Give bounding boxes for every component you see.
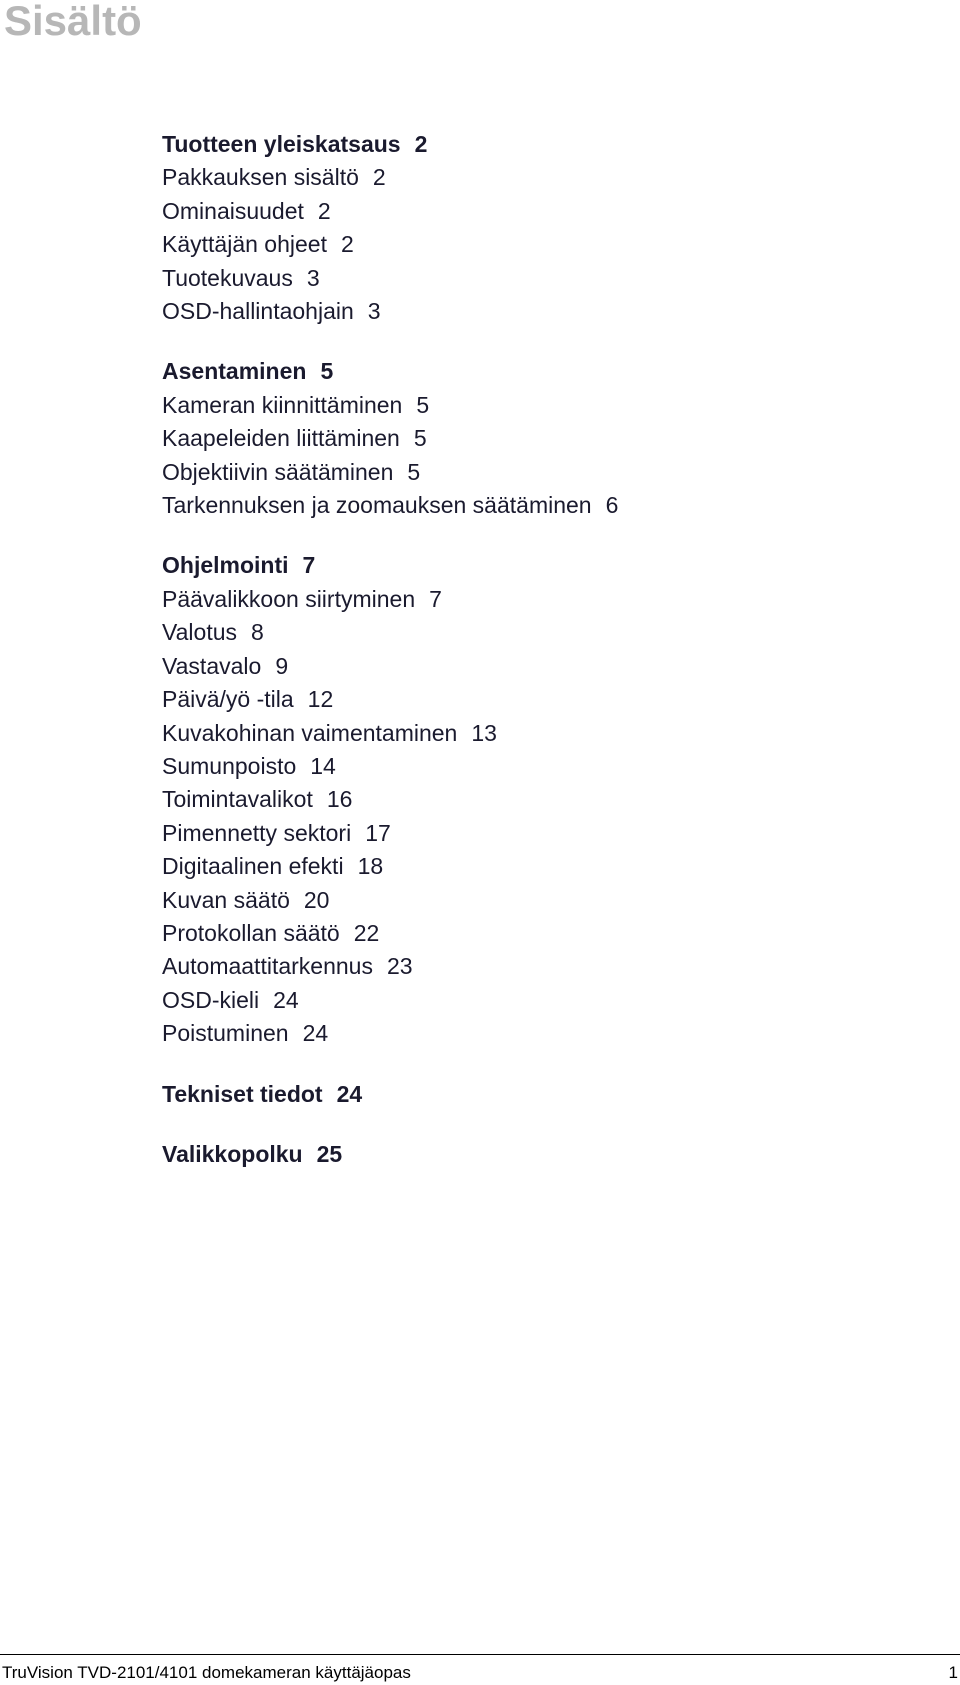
toc-section-overview <box>162 128 922 328</box>
toc-page-number: 14 <box>310 752 336 779</box>
toc-item[interactable] <box>162 783 922 816</box>
toc-item[interactable] <box>162 389 922 422</box>
toc-page-number: 3 <box>367 298 381 325</box>
toc-page-number: 2 <box>340 231 354 258</box>
toc-label: Objektiivin säätäminen <box>162 458 394 485</box>
toc-item[interactable] <box>162 422 922 455</box>
toc-label: Digitaalinen efekti <box>162 853 344 880</box>
toc-item[interactable] <box>162 950 922 983</box>
toc-label: Poistuminen <box>162 1020 289 1047</box>
toc-page-number: 7 <box>302 552 316 579</box>
table-of-contents <box>162 128 922 1198</box>
toc-item[interactable] <box>162 717 922 750</box>
toc-item[interactable] <box>162 583 922 616</box>
toc-label: Tuotekuvaus <box>162 264 293 291</box>
toc-item[interactable] <box>162 984 922 1017</box>
toc-page-number: 18 <box>357 853 384 880</box>
toc-label: Vastavalo <box>162 652 262 679</box>
toc-page-number: 2 <box>317 197 331 224</box>
page-footer <box>0 1654 960 1685</box>
toc-label: OSD-hallintaohjain <box>162 298 354 325</box>
toc-label: OSD-kieli <box>162 986 260 1013</box>
toc-item[interactable] <box>162 683 922 716</box>
toc-label: Päävalikkoon siirtyminen <box>162 585 416 612</box>
toc-label: Tarkennuksen ja zoomauksen säätäminen <box>162 492 592 519</box>
toc-item[interactable] <box>162 456 922 489</box>
toc-label: Pakkauksen sisältö <box>162 164 359 191</box>
toc-heading[interactable] <box>162 128 922 161</box>
toc-page-number: 5 <box>320 358 334 385</box>
toc-page-number: 23 <box>386 953 413 980</box>
toc-label: Kaapeleiden liittäminen <box>162 425 400 452</box>
toc-item[interactable] <box>162 489 922 522</box>
toc-heading[interactable] <box>162 1138 922 1171</box>
toc-label: Valotus <box>162 619 238 646</box>
toc-page-number: 20 <box>303 886 330 913</box>
toc-label: Kuvan säätö <box>162 886 290 913</box>
toc-page-number: 12 <box>307 686 334 713</box>
toc-page-number: 7 <box>429 585 442 612</box>
toc-label: Ohjelmointi <box>162 552 289 579</box>
toc-item[interactable] <box>162 817 922 850</box>
toc-page-number: 16 <box>326 786 353 813</box>
toc-item[interactable] <box>162 616 922 649</box>
toc-label: Protokollan säätö <box>162 919 340 946</box>
toc-page-number: 2 <box>414 131 428 157</box>
toc-heading[interactable] <box>162 355 922 388</box>
footer-document-title: TruVision TVD-2101/4101 domekameran käyttäjäopas <box>2 1663 411 1682</box>
toc-item[interactable] <box>162 161 922 194</box>
page-title: Sisältö <box>4 0 142 44</box>
toc-item[interactable] <box>162 195 922 228</box>
toc-page-number: 5 <box>407 458 421 485</box>
toc-item[interactable] <box>162 1017 922 1050</box>
toc-section-menu-path <box>162 1138 922 1171</box>
toc-label: Valikkopolku <box>162 1140 303 1167</box>
toc-page-number: 5 <box>413 425 427 452</box>
toc-label: Pimennetty sektori <box>162 819 352 846</box>
toc-page-number: 17 <box>365 819 391 846</box>
toc-label: Tekniset tiedot <box>162 1080 323 1107</box>
toc-page-number: 25 <box>316 1140 343 1167</box>
toc-page-number: 24 <box>273 986 299 1013</box>
toc-page-number: 24 <box>302 1020 329 1047</box>
toc-label: Sumunpoisto <box>162 752 297 779</box>
toc-page-number: 9 <box>275 652 289 679</box>
toc-label: Kuvakohinan vaimentaminen <box>162 719 458 746</box>
toc-label: Tuotteen yleiskatsaus <box>162 131 401 157</box>
toc-label: Käyttäjän ohjeet <box>162 231 327 258</box>
toc-heading[interactable] <box>162 1078 922 1111</box>
toc-page-number: 3 <box>306 264 320 291</box>
toc-label: Kameran kiinnittäminen <box>162 391 403 418</box>
toc-item[interactable] <box>162 884 922 917</box>
toc-label: Asentaminen <box>162 358 307 385</box>
toc-section-specifications <box>162 1078 922 1111</box>
toc-page-number: 6 <box>605 492 619 519</box>
toc-page-number: 24 <box>336 1080 363 1107</box>
toc-page-number: 2 <box>372 164 386 191</box>
toc-page-number: 22 <box>353 919 380 946</box>
toc-item[interactable] <box>162 650 922 683</box>
toc-item[interactable] <box>162 295 922 328</box>
toc-item[interactable] <box>162 228 922 261</box>
toc-label: Ominaisuudet <box>162 197 304 224</box>
toc-label: Automaattitarkennus <box>162 953 373 980</box>
toc-label: Päivä/yö -tila <box>162 686 294 713</box>
toc-page-number: 5 <box>416 391 430 418</box>
toc-item[interactable] <box>162 750 922 783</box>
toc-heading[interactable] <box>162 549 922 582</box>
toc-section-programming <box>162 549 922 1050</box>
toc-label: Toimintavalikot <box>162 786 313 813</box>
footer-page-number: 1 <box>948 1663 958 1682</box>
toc-page-number: 8 <box>251 619 264 646</box>
toc-item[interactable] <box>162 262 922 295</box>
toc-page-number: 13 <box>471 719 497 746</box>
toc-item[interactable] <box>162 917 922 950</box>
toc-item[interactable] <box>162 850 922 883</box>
toc-section-installation <box>162 355 922 522</box>
